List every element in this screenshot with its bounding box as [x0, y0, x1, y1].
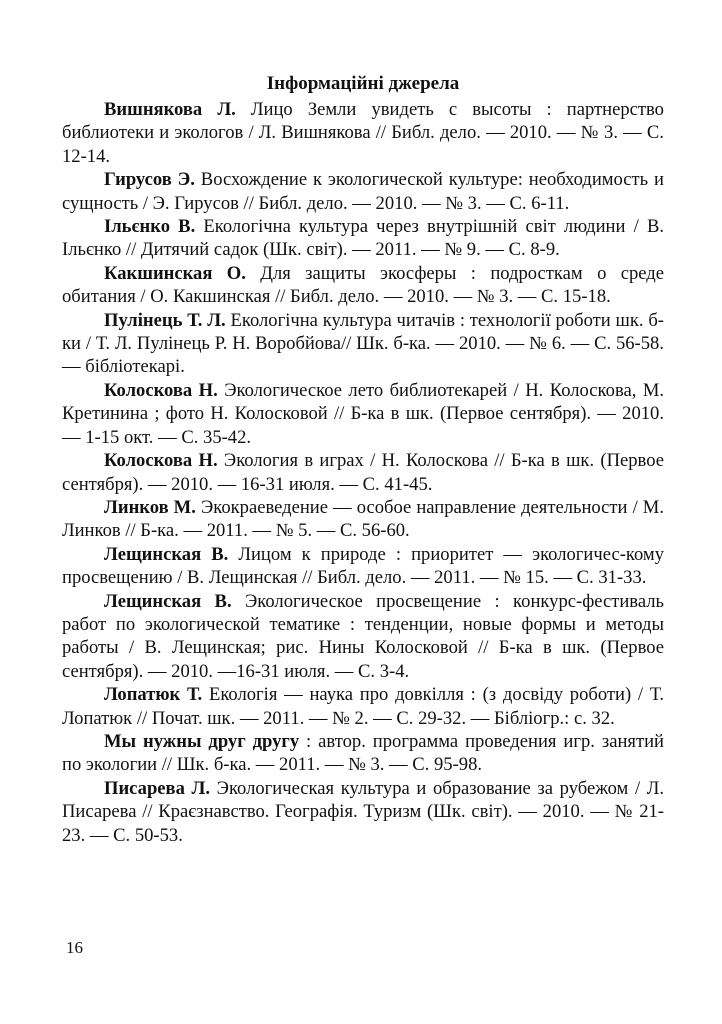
bibliography-entry: [62, 98, 664, 168]
entry-author: Пулінець Т. Л.: [104, 309, 226, 331]
entry-author: Ільєнко В.: [104, 216, 196, 238]
entry-author: Писарева Л.: [104, 777, 211, 799]
entry-author: Гирусов Э.: [104, 169, 195, 191]
entry-author: Линков М.: [104, 496, 196, 518]
entry-author: Колоскова Н.: [104, 450, 218, 472]
entry-text: Лицо Земли увидеть с высоты : партнерство библиотеки и экологов / Л. Вишнякова // Библ. дело. — 2010. — № 3. — С. 12-14.: [62, 99, 664, 167]
entry-author: Лопатюк Т.: [104, 684, 203, 706]
entry-text: Экокраеведение — особое направление деятельности / М. Линков // Б-ка. — 2011. — № 5. — С. 56-60.: [62, 496, 664, 542]
bibliography-entry: [62, 449, 664, 496]
document-page: [62, 72, 664, 847]
entry-author: Лещинская В.: [104, 590, 232, 612]
bibliography-entry: [62, 730, 664, 777]
bibliography-entry: [62, 543, 664, 590]
entry-author: Какшинская О.: [104, 262, 246, 284]
entry-text: Для защиты экосферы : подросткам о среде обитания / О. Какшинская // Библ. дело. — 2010. — № 3. — С. 15-18.: [62, 262, 664, 308]
entry-text: Восхождение к экологической культуре: необходимость и сущность / Э. Гирусов // Библ. дело. — 2010. — № 3. — С. 6-11.: [62, 169, 664, 214]
entry-author: Колоскова Н.: [104, 379, 218, 401]
bibliography-entry: [62, 215, 664, 262]
bibliography-entry: [62, 379, 664, 449]
entry-text: Лицом к природе : приоритет — экологичес-кому просвещению / В. Лещинская // Библ. дело. — 2011. — № 15. — С. 31-33.: [62, 543, 664, 589]
entry-text: Экологическое лето библиотекарей / Н. Колоскова, М. Кретинина ; фото Н. Колосковой // Б-ка в шк. (Первое сентября). — 2010. — 1-15 окт. — С. 35-42.: [62, 379, 664, 448]
entry-author: Лещинская В.: [104, 543, 229, 565]
entry-text: Екологія — наука про довкілля : (з досвіду роботи) / Т. Лопатюк // Почат. шк. — 2011. — № 2. — С. 29-32. — Бібліогр.: с. 32.: [62, 684, 664, 729]
entry-author: Вишнякова Л.: [104, 99, 236, 120]
bibliography-entry: [62, 496, 664, 543]
entry-text: Экологическое просвещение : конкурс-фестиваль работ по экологической тематике : тенденции, новые формы и методы работы / В. Лещинская; рис. Нины Колосковой // Б-ка в шк. (Первое сентября). — 2010. —16-31 июля. — С. 3-4.: [62, 590, 665, 682]
page-number: 16: [66, 938, 83, 957]
entry-text: Екологічна культура читачів : технології роботи шк. б-ки / Т. Л. Пулінець Р. Н. Воробйова// Шк. б-ка. — 2010. — № 6. — С. 56-58. — бібліотекарі.: [62, 309, 664, 378]
bibliography-entry: [62, 777, 664, 847]
bibliography-entry: [62, 262, 664, 309]
page-heading: Інформаційні джерела: [266, 73, 460, 94]
entry-text: Экологическая культура и образование за рубежом / Л. Писарева // Краєзнавство. Географія. Туризм (Шк. світ). — 2010. — № 21-23. — С. 50-53.: [62, 777, 664, 846]
entry-author: Мы нужны друг другу: [104, 730, 300, 752]
entry-text: Экология в играх / Н. Колоскова // Б-ка в шк. (Первое сентября). — 2010. — 16-31 июля. — С. 41-45.: [62, 450, 664, 495]
entry-text: Екологічна культура через внутрішній світ людини / В. Ільєнко // Дитячий садок (Шк. світ). — 2011. — № 9. — С. 8-9.: [62, 216, 664, 261]
bibliography-entry: [62, 590, 664, 684]
bibliography-entry: [62, 168, 664, 215]
bibliography-entry: [62, 309, 664, 379]
entry-text: : автор. программа проведения игр. занятий по экологии // Шк. б-ка. — 2011. — № 3. — С. 95-98.: [62, 730, 664, 776]
bibliography-entry: [62, 683, 664, 730]
